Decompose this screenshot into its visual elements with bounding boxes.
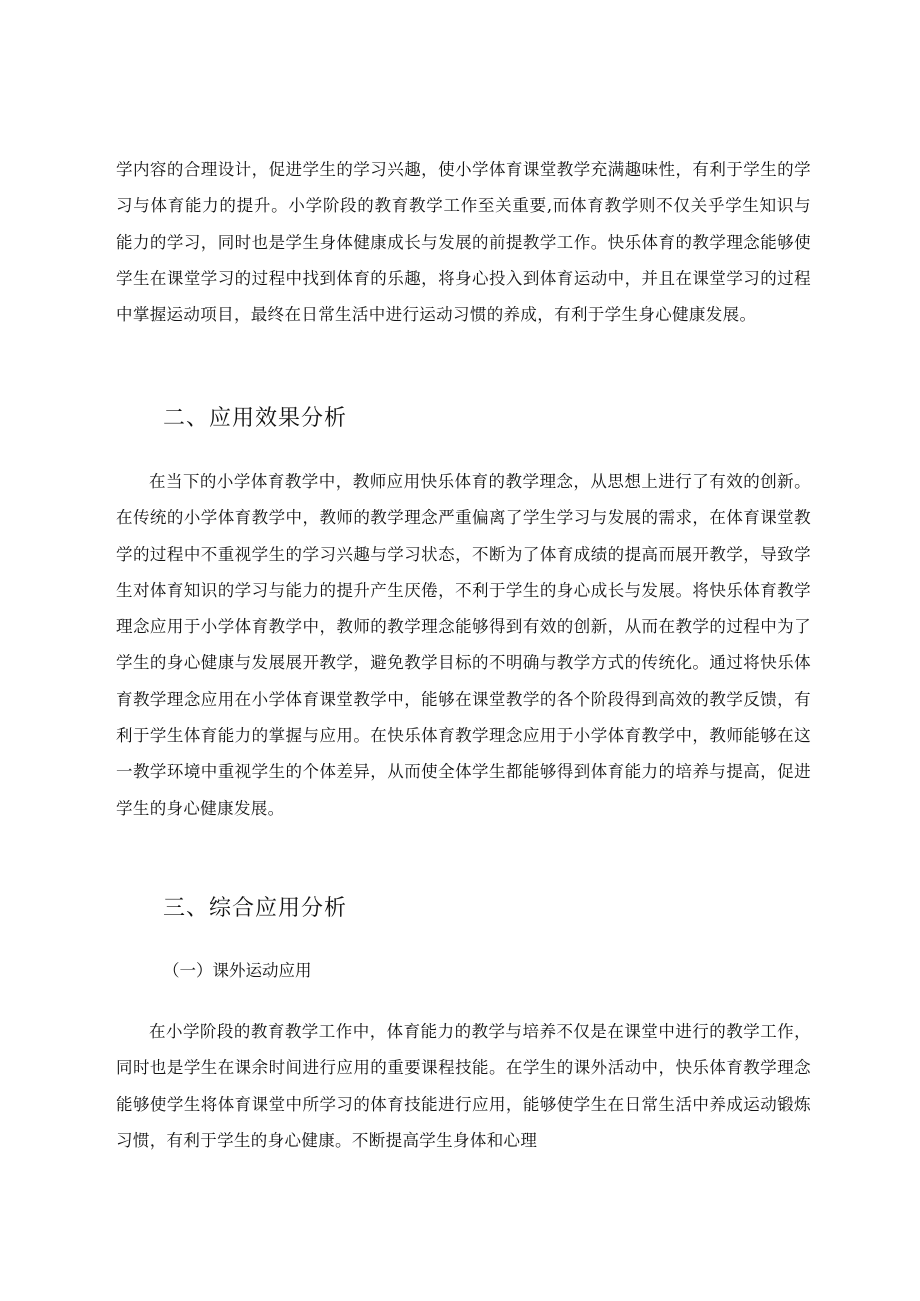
section-heading-comprehensive-application: 三、综合应用分析 — [163, 896, 348, 921]
paragraph-application-effect: 在当下的小学体育教学中，教师应用快乐体育的教学理念，从思想上进行了有效的创新。在传统的小学体育教学中，教师的教学理念严重偏离了学生学习与发展的需求，在体育课堂教学的过程中不重视学生的学习兴趣与学习状态，不断为了体育成绩的提高而展开教学，导致学生对体育知识的学习与能力的提升产生厌倦，不利于学生的身心成长与发展。将快乐体育教学理念应用于小学体育教学中，教师的教学理念能够得到有效的创新，从而在教学的过程中为了学生的身心健康与发展展开教学，避免教学目标的不明确与教学方式的传统化。通过将快乐体育教学理念应用在小学体育课堂教学中，能够在课堂教学的各个阶段得到高效的教学反馈，有利于学生体育能力的掌握与应用。在快乐体育教学理念应用于小学体育教学中，教师能够在这一教学环境中重视学生的个体差异，从而使全体学生都能够得到体育能力的培养与提高，促进学生的身心健康发展。 — [116, 472, 811, 818]
paragraph-extracurricular: 在小学阶段的教育教学工作中，体育能力的教学与培养不仅是在课堂中进行的教学工作，同时也是学生在课余时间进行应用的重要课程技能。在学生的课外活动中，快乐体育教学理念能够使学生将体育课堂中所学习的体育技能进行应用，能够使学生在日常生活中养成运动锻炼习惯，有利于学生的身心健康。不断提高学生身体和心理 — [116, 1022, 811, 1150]
section-heading-application-effect: 二、应用效果分析 — [163, 406, 348, 431]
paragraph-continuation: 学内容的合理设计，促进学生的学习兴趣，使小学体育课堂教学充满趣味性，有利于学生的学习与体育能力的提升。小学阶段的教育教学工作至关重要,而体育教学则不仅关乎学生知识与能力的学习，同时也是学生身体健康成长与发展的前提教学工作。快乐体育的教学理念能够使学生在课堂学习的过程中找到体育的乐趣，将身心投入到体育运动中，并且在课堂学习的过程中掌握运动项目，最终在日常生活中进行运动习惯的养成，有利于学生身心健康发展。 — [116, 160, 811, 325]
subsection-heading-extracurricular: （一）课外运动应用 — [163, 961, 312, 980]
